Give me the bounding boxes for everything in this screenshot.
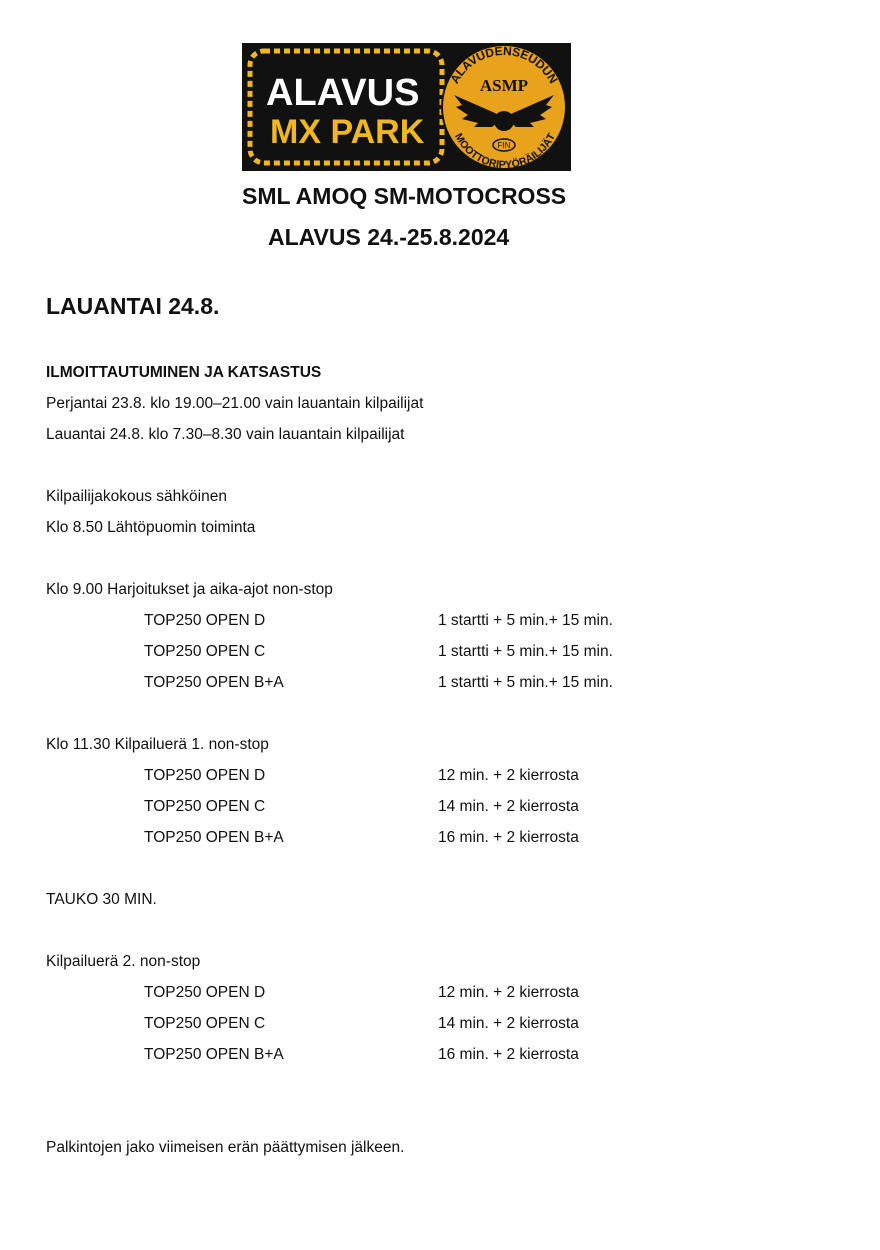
riders-meeting-line: Kilpailijakokous sähköinen: [46, 488, 227, 505]
practice-heading: Klo 9.00 Harjoitukset ja aika-ajot non-stop: [46, 581, 333, 598]
practice-class-d: TOP250 OPEN D: [144, 612, 266, 629]
logo-badge-center: ASMP: [479, 76, 529, 95]
heat1-heading: Klo 11.30 Kilpailuerä 1. non-stop: [46, 736, 269, 753]
awards-line: Palkintojen jako viimeisen erän päättymisen jälkeen.: [46, 1139, 405, 1156]
heat2-class-c: TOP250 OPEN C: [144, 1015, 266, 1032]
day-heading: LAUANTAI 24.8.: [46, 293, 220, 319]
event-date-location: ALAVUS 24.-25.8.2024: [268, 224, 510, 250]
logo-badge-arc-bottom: MOOTTORIPYÖRÄILIJÄT: [452, 131, 558, 171]
heat1-class-ba: TOP250 OPEN B+A: [144, 829, 284, 846]
heat2-time-ba: 16 min. + 2 kierrosta: [438, 1046, 579, 1063]
logo-badge-arc-top: ALAVUDENSEUDUN: [447, 43, 561, 86]
start-gate-line: Klo 8.50 Lähtöpuomin toiminta: [46, 519, 256, 536]
registration-line-friday: Perjantai 23.8. klo 19.00–21.00 vain lauantain kilpailijat: [46, 395, 424, 412]
alavus-mx-park-logo: [242, 43, 571, 171]
event-title: SML AMOQ SM-MOTOCROSS: [242, 183, 567, 209]
practice-class-ba: TOP250 OPEN B+A: [144, 674, 284, 691]
heat1-time-d: 12 min. + 2 kierrosta: [438, 767, 579, 784]
registration-line-saturday: Lauantai 24.8. klo 7.30–8.30 vain lauantain kilpailijat: [46, 426, 405, 443]
registration-heading: ILMOITTAUTUMINEN JA KATSASTUS: [46, 364, 322, 381]
logo-line2: MX PARK: [270, 113, 425, 151]
heat1-time-ba: 16 min. + 2 kierrosta: [438, 829, 579, 846]
practice-time-ba: 1 startti + 5 min.+ 15 min.: [438, 674, 613, 691]
break-line: TAUKO 30 MIN.: [46, 891, 157, 908]
practice-class-c: TOP250 OPEN C: [144, 643, 266, 660]
heat1-class-d: TOP250 OPEN D: [144, 767, 266, 784]
practice-time-d: 1 startti + 5 min.+ 15 min.: [438, 612, 613, 629]
logo-line1: ALAVUS: [266, 72, 420, 114]
heat2-class-ba: TOP250 OPEN B+A: [144, 1046, 284, 1063]
practice-time-c: 1 startti + 5 min.+ 15 min.: [438, 643, 613, 660]
heat2-class-d: TOP250 OPEN D: [144, 984, 266, 1001]
heat2-time-c: 14 min. + 2 kierrosta: [438, 1015, 579, 1032]
heat1-class-c: TOP250 OPEN C: [144, 798, 266, 815]
logo-badge-country: FIN: [497, 141, 511, 150]
heat2-heading: Kilpailuerä 2. non-stop: [46, 953, 201, 970]
heat2-time-d: 12 min. + 2 kierrosta: [438, 984, 579, 1001]
heat1-time-c: 14 min. + 2 kierrosta: [438, 798, 579, 815]
